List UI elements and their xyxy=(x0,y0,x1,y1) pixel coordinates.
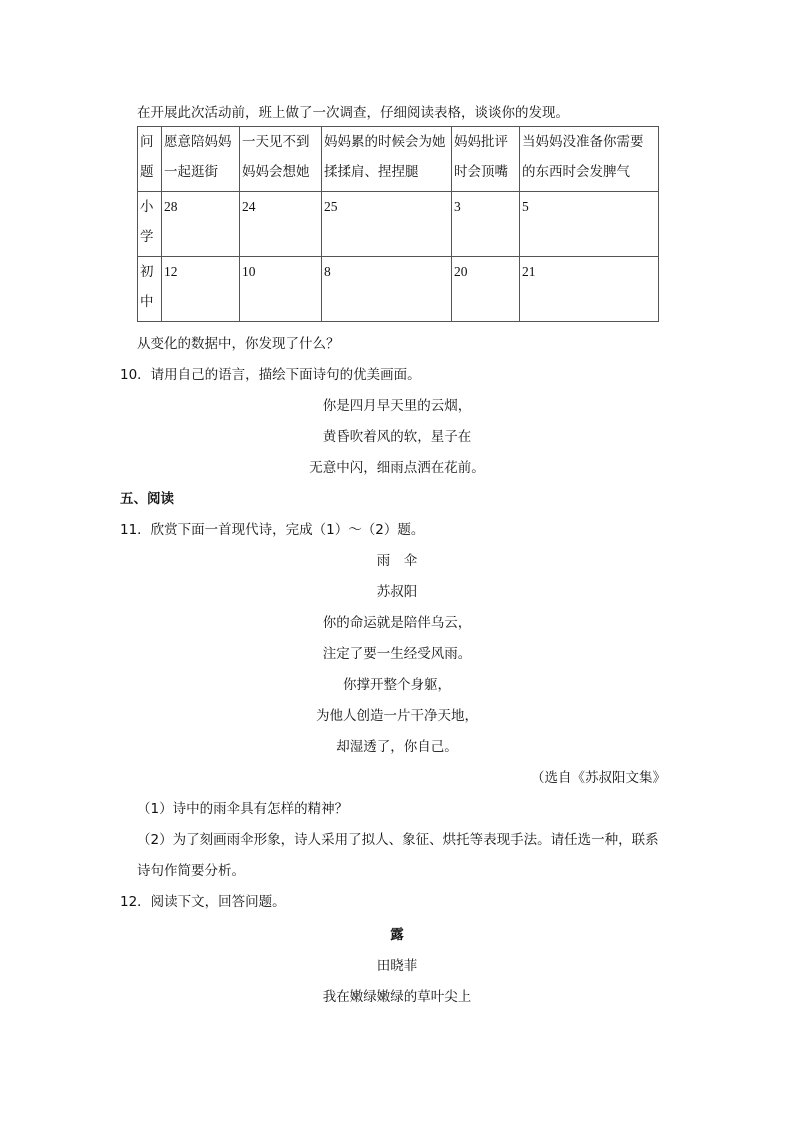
q10-prompt: 10．请用自己的语言，描绘下面诗句的优美画面。 xyxy=(120,367,421,383)
poem-source: （选自《苏叔阳文集》 xyxy=(531,770,666,786)
table-cell: 10 xyxy=(240,257,322,322)
table-cell: 8 xyxy=(322,257,452,322)
table-header-cell: 愿意陪妈妈一起逛街 xyxy=(162,127,240,192)
poem-line: 你的命运就是陪伴乌云， xyxy=(322,615,472,631)
row-label: 小学 xyxy=(138,192,162,257)
table-header-cell: 妈妈累的时候会为她揉揉肩、捏捏腿 xyxy=(322,127,452,192)
section-heading: 五、阅读 xyxy=(120,491,174,507)
table-header-cell: 问题 xyxy=(138,127,162,192)
table-header-cell: 当妈妈没准备你需要的东西时会发脾气 xyxy=(520,127,659,192)
table-row xyxy=(138,192,659,257)
table-header-cell: 一天见不到妈妈会想她 xyxy=(240,127,322,192)
survey-table xyxy=(137,126,659,322)
table-cell: 5 xyxy=(520,192,659,257)
q11-prompt: 11．欣赏下面一首现代诗，完成（1）～（2）题。 xyxy=(120,522,425,538)
table-row xyxy=(138,257,659,322)
poem-title: 雨 伞 xyxy=(376,553,418,569)
poem-author: 苏叔阳 xyxy=(376,584,418,600)
q9-prompt: 从变化的数据中，你发现了什么？ xyxy=(137,336,340,352)
poem-line: 注定了要一生经受风雨。 xyxy=(322,646,472,662)
essay-title: 露 xyxy=(390,927,404,943)
poem-line: 无意中闪，细雨点洒在花前。 xyxy=(309,460,485,476)
table-header-cell: 妈妈批评时会顶嘴 xyxy=(452,127,520,192)
poem-line: 却湿透了，你自己。 xyxy=(336,739,458,755)
table-header-row xyxy=(138,127,659,192)
table-cell: 20 xyxy=(452,257,520,322)
essay-line: 我在嫩绿嫩绿的草叶尖上 xyxy=(322,989,472,1005)
poem-line: 你撑开整个身躯， xyxy=(343,677,451,693)
table-cell: 25 xyxy=(322,192,452,257)
table-cell: 3 xyxy=(452,192,520,257)
table-cell: 28 xyxy=(162,192,240,257)
poem-line: 为他人创造一片干净天地， xyxy=(316,708,478,724)
table-cell: 24 xyxy=(240,192,322,257)
q11-sub2-cont: 诗句作简要分析。 xyxy=(137,863,245,879)
poem-line: 黄昏吹着风的软，星子在 xyxy=(322,429,472,445)
row-label: 初中 xyxy=(138,257,162,322)
poem-line: 你是四月早天里的云烟， xyxy=(322,398,472,414)
q11-sub1: （1）诗中的雨伞具有怎样的精神？ xyxy=(137,801,349,817)
table-cell: 12 xyxy=(162,257,240,322)
essay-author: 田晓菲 xyxy=(376,958,418,974)
survey-intro: 在开展此次活动前，班上做了一次调查，仔细阅读表格，谈谈你的发现。 xyxy=(137,105,569,121)
q12-prompt: 12．阅读下文，回答问题。 xyxy=(120,894,286,910)
q11-sub2: （2）为了刻画雨伞形象，诗人采用了拟人、象征、烘托等表现手法。请任选一种，联系 xyxy=(137,832,659,848)
table-cell: 21 xyxy=(520,257,659,322)
